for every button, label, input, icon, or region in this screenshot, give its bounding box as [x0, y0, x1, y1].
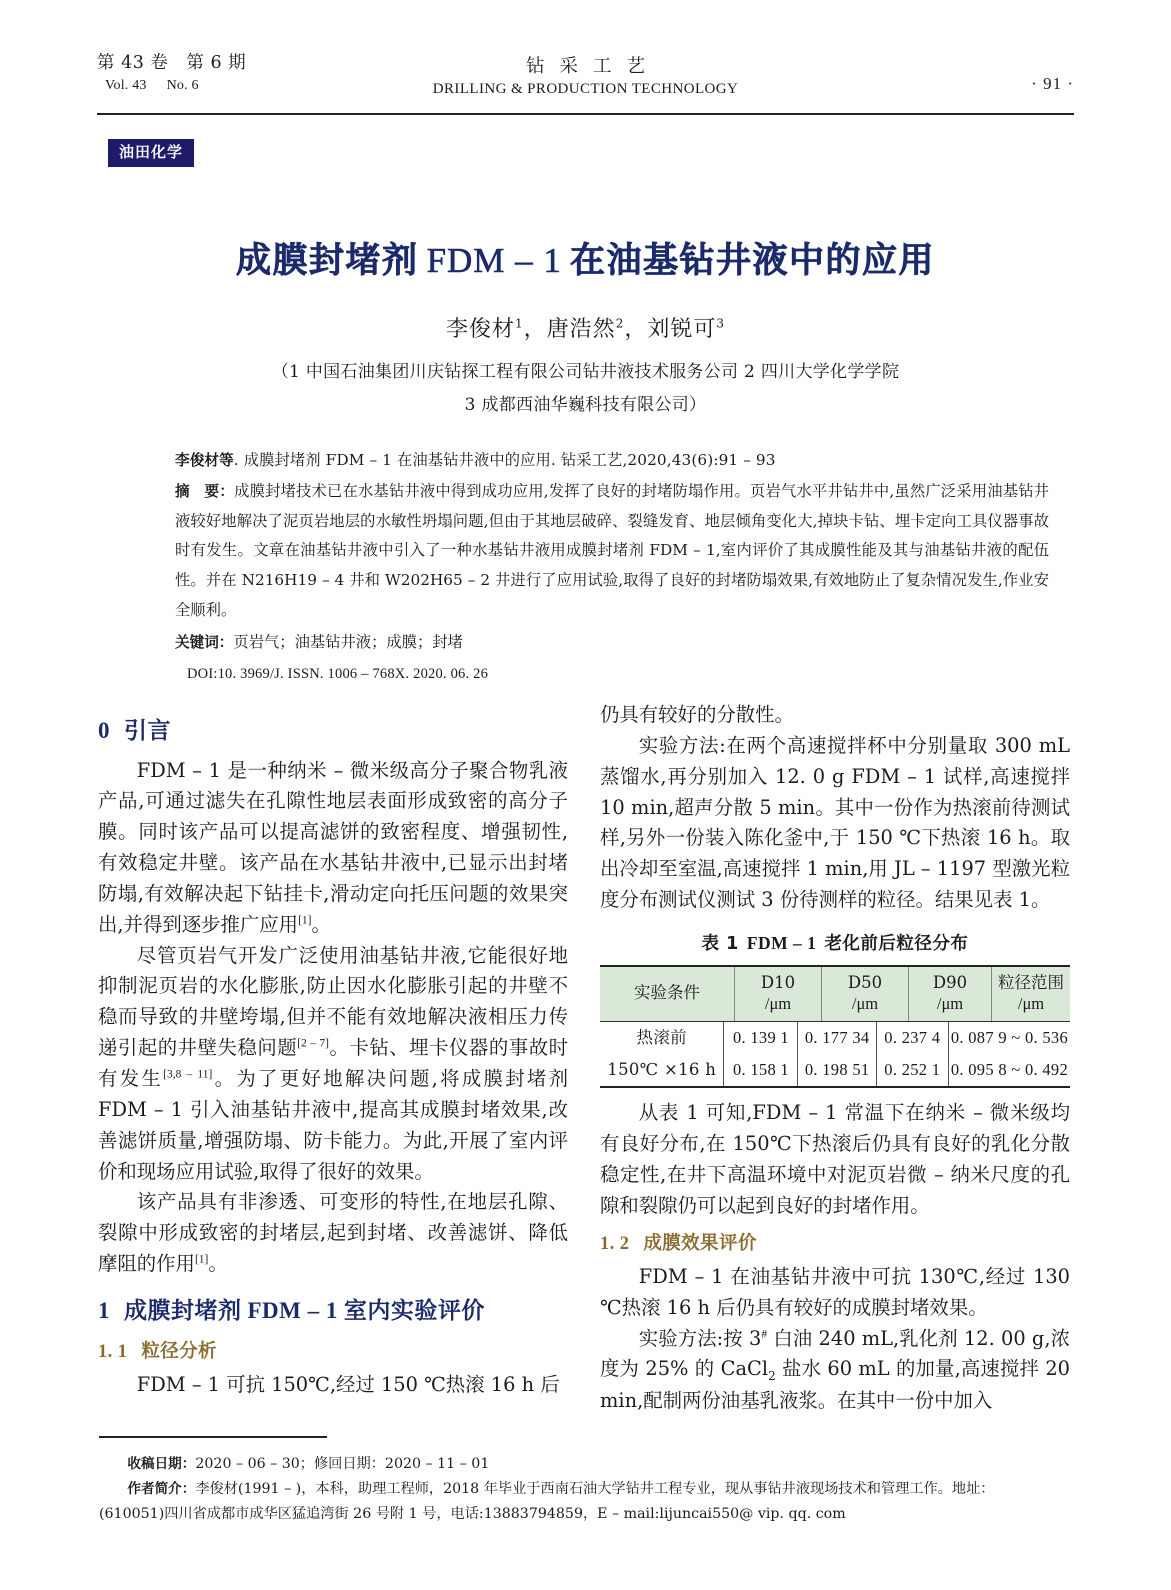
table-bottom-rule	[600, 1086, 1070, 1088]
heading-section-1-2	[600, 1229, 1070, 1259]
table-1-wrapper	[600, 930, 1070, 1088]
paragraph-text: 尽管页岩气开发广泛使用油基钻井液,它能很好地抑制泥页岩的水化膨胀,防止因水化膨胀引起的井壁不稳而导致的井壁垮塌,但并不能有效地解决液相压力传递引起的井壁失稳问题	[98, 943, 568, 1060]
issue-label: No. 6	[166, 77, 199, 93]
paragraph-tail: 。	[208, 1252, 228, 1276]
author-1: 李俊材	[446, 317, 516, 342]
cell-d10: 0. 158 1	[724, 1054, 798, 1086]
abstract-text-row	[175, 477, 1049, 626]
author-list: 李俊材$^1$，唐浩然$^2$，刘锐可$^3$	[446, 316, 725, 342]
self-citation	[175, 446, 1049, 476]
citation-author: 李俊材等	[175, 452, 234, 469]
author-bio-line-1	[99, 1477, 1074, 1502]
table-head	[600, 967, 1070, 1021]
bio-label: 作者简介：	[127, 1480, 196, 1497]
paragraph	[98, 756, 568, 941]
paragraph: 实验方法:按 3# 白油 240 mL,乳化剂 12. 00 g,浓度为 25% 的 CaCl$_2$ 盐水 60 mL 的加量,高速搅拌 20 min,配制两份油基乳液浆。在其中一份中加入	[600, 1326, 1071, 1413]
col-header-d50-name: D50	[847, 972, 883, 992]
table-1-caption	[600, 930, 1070, 959]
section-badge: 油田化学	[108, 139, 194, 167]
author-3-affil-marker: 3	[716, 316, 725, 331]
abstract-label: 摘 要：	[175, 482, 235, 500]
col-header-d90-name: D90	[932, 972, 968, 992]
col-header-d10	[735, 967, 822, 1021]
received-value: 2020 – 06 – 30；修回日期：2020 – 11 – 01	[195, 1456, 490, 1472]
cell-d90: 0. 237 4	[876, 1022, 948, 1054]
col-header-d10-name: D10	[760, 972, 796, 992]
col-header-d90	[909, 967, 992, 1021]
citation-ref: [3,8 – 11]	[163, 1068, 213, 1081]
table-1-body	[600, 1022, 1070, 1086]
heading-1-text-b: 室内实验评价	[343, 1297, 485, 1324]
heading-0-text: 引言	[124, 718, 171, 744]
paragraph-text: 该产品具有非渗透、可变形的特性,在地层孔隙、裂隙中形成致密的封堵层,起到封堵、改善滤饼、降低摩阻的作用	[98, 1190, 568, 1276]
running-head	[97, 52, 1074, 114]
citation-rest: . 成膜封堵剂 FDM – 1 在油基钻井液中的应用. 钻采工艺,2020,43(6):91 – 93	[233, 451, 776, 469]
cell-range: 0. 087 9 ~ 0. 536	[948, 1022, 1070, 1054]
superscript-hash: #	[761, 1328, 768, 1341]
paragraph: 仍具有较好的分散性。	[600, 703, 794, 726]
table-1-caption-prefix: 表 1	[701, 933, 739, 954]
volume-label: Vol. 43	[105, 77, 147, 93]
cell-range: 0. 095 8 ~ 0. 492	[948, 1054, 1070, 1086]
header-rule	[97, 113, 1074, 115]
col-header-range	[992, 967, 1071, 1021]
author-1-affil-marker: 1	[515, 316, 524, 331]
table-header-row	[600, 967, 1070, 1021]
paragraph: 从表 1 可知,FDM – 1 常温下在纳米 – 微米级均有良好分布,在 150℃下热滚后仍具有良好的乳化分散稳定性,在井下高温环境中对泥页岩微 – 纳米尺度的孔隙和裂隙仍可以起到良好的封堵作用。	[600, 1101, 1070, 1217]
footnote-block	[99, 1452, 1074, 1527]
table-row	[600, 1054, 1070, 1086]
cell-condition: 150℃ ×16 h	[607, 1059, 717, 1079]
citation-ref: [1]	[298, 914, 312, 927]
cell-d50: 0. 198 51	[798, 1054, 876, 1086]
journal-name-en: DRILLING & PRODUCTION TECHNOLOGY	[432, 81, 739, 97]
footnote-rule	[99, 1436, 327, 1438]
title-latin: FDM – 1	[426, 241, 562, 280]
abstract-block	[175, 446, 1049, 688]
heading-introduction	[98, 713, 568, 750]
heading-11-number: 1. 1	[98, 1342, 128, 1363]
author-2: 唐浩然	[546, 317, 616, 342]
table-1-caption-suffix: 老化前后粒径分布	[824, 933, 969, 954]
title-part-2: 在油基钻井液中的应用	[569, 241, 935, 281]
col-header-d10-unit: /μm	[764, 994, 792, 1014]
subscript-2: 2	[768, 1369, 776, 1384]
heading-1-number: 1	[98, 1297, 110, 1323]
paragraph: FDM – 1 可抗 150℃,经过 150 ℃热滚 16 h 后	[136, 1372, 560, 1396]
right-column	[600, 700, 1070, 1417]
table-1-caption-latin: FDM – 1	[746, 932, 817, 953]
paragraph: FDM – 1 在油基钻井液中可抗 130℃,经过 130 ℃热滚 16 h 后仍具有较好的成膜封堵效果。	[600, 1264, 1070, 1319]
journal-name-cn: 钻采工艺	[525, 56, 660, 77]
heading-section-1-1	[98, 1337, 568, 1367]
keywords-text: 页岩气；油基钻井液；成膜；封堵	[233, 632, 463, 651]
heading-11-text: 粒径分析	[141, 1341, 217, 1363]
heading-1-text-a: 成膜封堵剂	[124, 1297, 242, 1324]
cell-condition: 热滚前	[636, 1027, 687, 1047]
col-header-d50-unit: /μm	[851, 994, 879, 1014]
received-date-line	[99, 1452, 1074, 1477]
col-header-range-name: 粒径范围	[998, 972, 1064, 992]
paragraph-tail: 。	[311, 912, 331, 936]
paragraph	[98, 941, 568, 1188]
title-part-1: 成膜封堵剂	[236, 241, 419, 281]
cell-d10: 0. 139 1	[724, 1022, 798, 1054]
col-header-d50	[822, 967, 909, 1021]
volume-issue-cn: 第 43 卷 第 6 期	[97, 53, 247, 73]
affiliation-line-1: （1 中国石油集团川庆钻探工程有限公司钻井液技术服务公司 2 四川大学化学学院	[271, 362, 900, 382]
col-header-condition-name: 实验条件	[634, 983, 700, 1003]
paragraph-text: 。为了更好地解决问题,将成膜封堵剂 FDM – 1 引入油基钻井液中,提高其成膜封堵效果,改善滤饼质量,增强防塌、防卡能力。为此,开展了室内评价和现场应用试验,取得了很好的效果。	[98, 1067, 569, 1183]
affiliation-line-2: 3 成都西油华巍科技有限公司）	[464, 395, 707, 416]
paragraph	[98, 1187, 568, 1280]
heading-12-number: 1. 2	[600, 1234, 630, 1255]
received-label: 收稿日期：	[127, 1456, 196, 1472]
paragraph-text: FDM – 1 是一种纳米 – 微米级高分子聚合物乳液产品,可通过滤失在孔隙性地层表面形成致密的高分子膜。同时该产品可以提高滤饼的致密程度、增强韧性,有效稳定井壁。该产品在水基钻井液中,已显示出封堵防塌,有效解决起下钻挂卡,滑动定向托压问题的效果突出,并得到逐步推广应用	[98, 758, 568, 936]
left-column	[98, 700, 568, 1401]
paragraph: 实验方法:在两个高速搅拌杯中分别量取 300 mL 蒸馏水,再分别加入 12. 0 g FDM – 1 试样,高速搅拌 10 min,超声分散 5 min。其中一份作为热滚前待测试样,另外一份装入陈化釜中,于 150 ℃下热滚 16 h。取出冷却至室温,高速搅拌 1 min,用 JL – 1197 型激光粒度分布测试仪测试 3 份待测样的粒径。结果见表 1。	[600, 733, 1070, 912]
citation-ref: [1]	[194, 1253, 209, 1266]
page-number: · 91 ·	[1031, 74, 1074, 93]
table-row	[600, 1022, 1070, 1054]
keywords-row	[175, 628, 1049, 658]
affiliations	[0, 356, 1171, 422]
paragraph-text: 。卡钻、埋卡仪器的事故时有发生	[98, 1036, 569, 1090]
citation-ref: [2 – 7]	[297, 1037, 329, 1050]
keywords-label: 关键词：	[175, 633, 234, 651]
abstract-text: 成膜封堵技术已在水基钻井液中得到成功应用,发挥了良好的封堵防塌作用。页岩气水平井钻井中,虽然广泛采用油基钻井液较好地解决了泥页岩地层的水敏性坍塌问题,但由于其地层破碎、裂缝发育、地层倾角变化大,掉块卡钻、埋卡定向工具仪器事故时有发生。文章在油基钻井液中引入了一种水基钻井液用成膜封堵剂 FDM – 1,室内评价了其成膜性能及其与油基钻井液的配伍性。并在 N216H19 – 4 井和 W202H65 – 2 井进行了应用试验,取得了良好的封堵防塌效果,有效地防止了复杂情况发生,作业安全顺利。	[175, 481, 1049, 620]
bio-text-1: 李俊材(1991 – )，本科，助理工程师，2018 年毕业于西南石油大学钻井工程专业，现从事钻井液现场技术和管理工作。地址：	[195, 1480, 995, 1497]
table-body	[600, 1022, 1070, 1086]
col-header-condition	[600, 967, 735, 1021]
heading-12-text: 成膜效果评价	[643, 1233, 757, 1255]
page-title	[0, 233, 1171, 283]
table-1	[600, 967, 1070, 1021]
doi-line: DOI:10. 3969/J. ISSN. 1006 – 768X. 2020. 06. 26	[187, 665, 489, 682]
heading-0-number: 0	[98, 718, 110, 743]
author-bio-line-2: (610051)四川省成都市成华区猛追湾街 26 号附 1 号，电话:13883794859，E – mail:lijuncai550@ vip. qq. com	[99, 1505, 846, 1522]
cell-d90: 0. 252 1	[876, 1054, 948, 1086]
heading-section-1	[98, 1293, 568, 1330]
cell-d50: 0. 177 34	[798, 1022, 876, 1054]
author-2-affil-marker: 2	[615, 316, 625, 331]
author-3: 刘锐可	[647, 317, 717, 342]
col-header-range-unit: /μm	[1017, 994, 1045, 1014]
journal-name	[97, 52, 1074, 98]
heading-1-latin: FDM – 1	[247, 1297, 338, 1323]
col-header-d90-unit: /μm	[936, 994, 964, 1014]
